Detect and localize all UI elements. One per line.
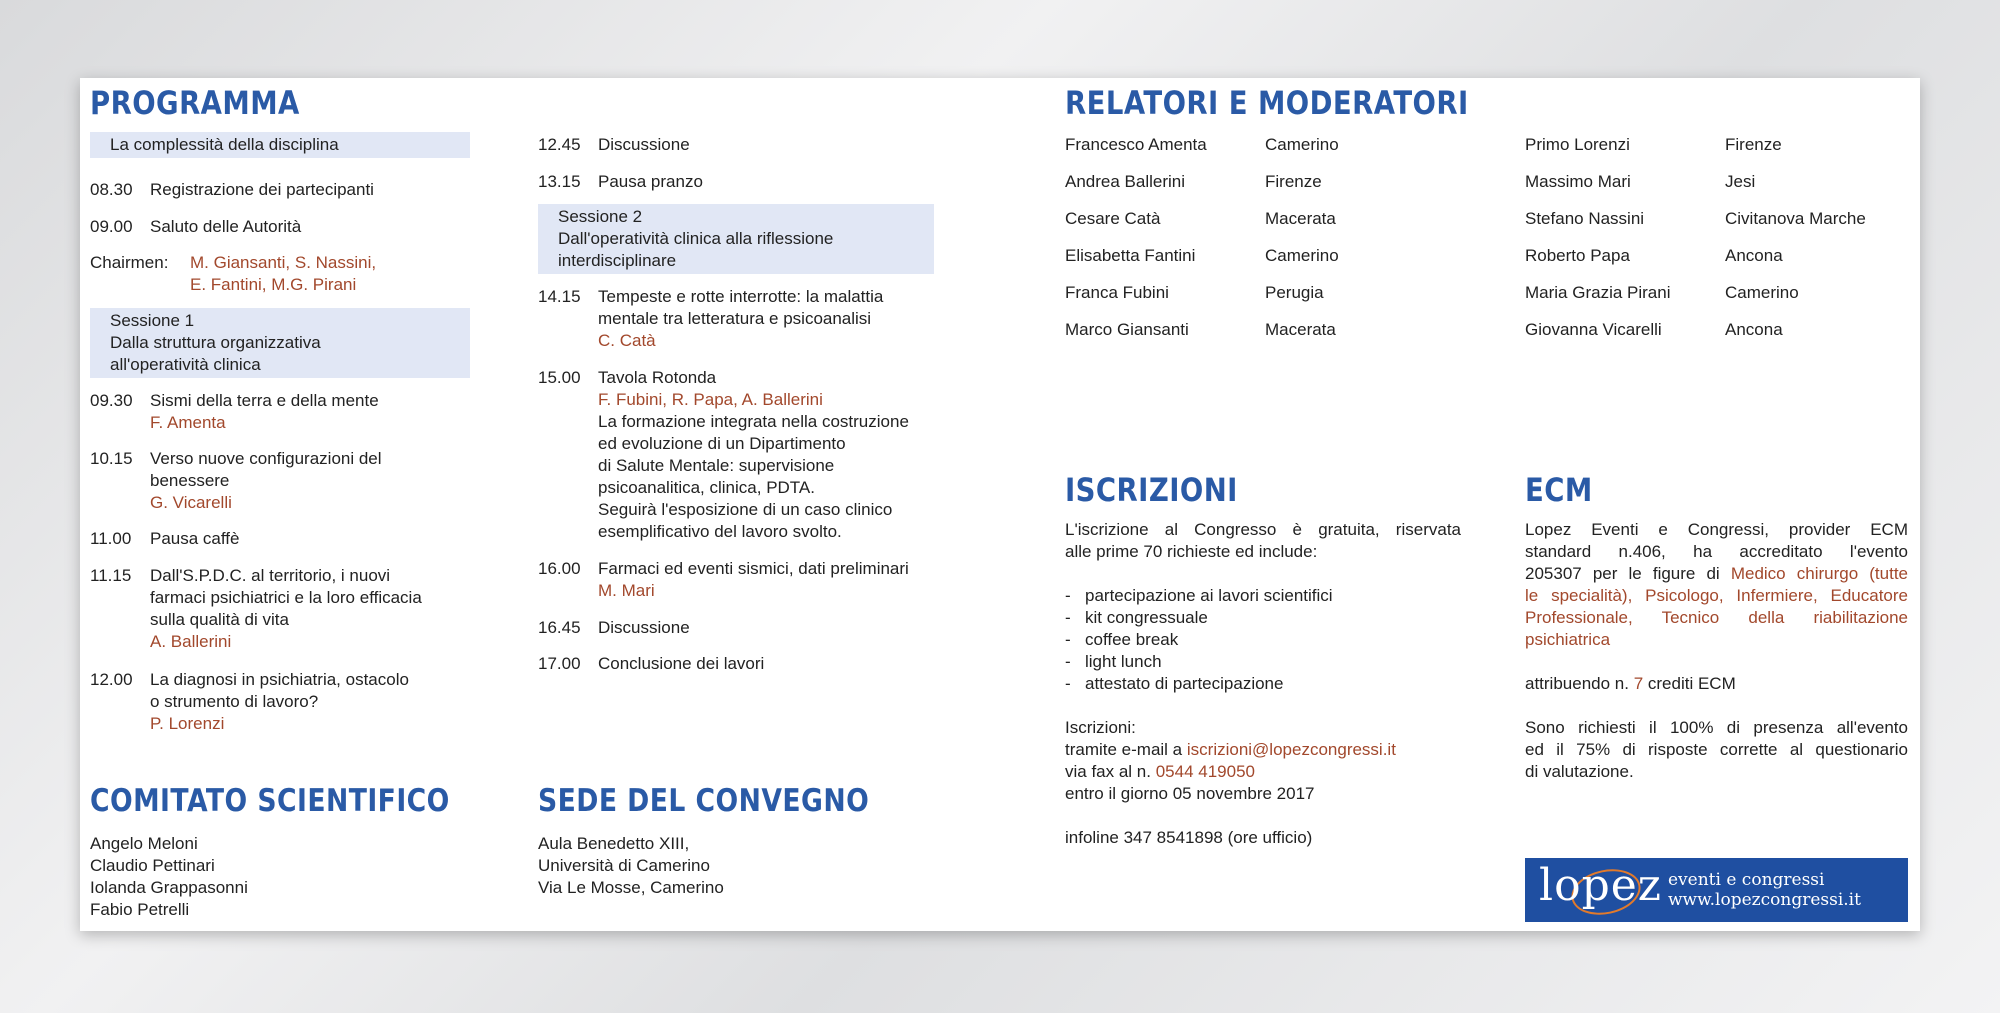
session-1-line-1: Dalla struttura organizzativa <box>110 333 321 352</box>
program-text: Verso nuove configurazioni del <box>150 449 382 468</box>
program-item-1015 <box>90 448 470 514</box>
chairmen-block <box>90 252 470 294</box>
program-item-1315 <box>538 171 938 193</box>
program-speaker: G. Vicarelli <box>150 493 232 512</box>
comitato-member: Claudio Pettinari <box>90 856 215 875</box>
ecm-presence <box>1525 717 1908 783</box>
ecm-presence-line: ed il 75% di risposte corrette al questionario <box>1525 740 1908 759</box>
program-text: Sismi della terra e della mente <box>150 391 379 410</box>
program-time: 09.30 <box>90 391 133 410</box>
relatore-city: Firenze <box>1265 172 1322 191</box>
iscrizioni-list-item: - coffee break <box>1065 629 1461 651</box>
program-time: 16.00 <box>538 559 581 578</box>
program-text: Farmaci ed eventi sismici, dati preliminari <box>598 559 909 578</box>
ecm-professions-line: Professionale, Tecnico della riabilitazione <box>1525 608 1908 627</box>
program-text: ed evoluzione di un Dipartimento <box>598 434 846 453</box>
session-0-band <box>90 132 470 158</box>
program-text: Pausa pranzo <box>598 172 703 191</box>
session-0-title: La complessità della disciplina <box>110 135 339 154</box>
comitato-member: Iolanda Grappasonni <box>90 878 248 897</box>
relatore-city: Camerino <box>1265 135 1339 154</box>
program-speaker: F. Fubini, R. Papa, A. Ballerini <box>598 390 823 409</box>
program-item-1500 <box>538 367 938 543</box>
program-text: Conclusione dei lavori <box>598 654 765 673</box>
program-text: o strumento di lavoro? <box>150 692 319 711</box>
ecm-credits-suffix: crediti ECM <box>1643 674 1736 693</box>
ecm-professions-line: le specialità), Psicologo, Infermiere, Educatore <box>1525 586 1908 605</box>
ecm-line-3-prefix: 205307 per le figure di <box>1525 564 1731 583</box>
program-time: 12.45 <box>538 135 581 154</box>
relatore-city: Camerino <box>1725 283 1799 302</box>
iscrizioni-email-prefix: tramite e-mail a <box>1065 740 1187 759</box>
program-time: 17.00 <box>538 654 581 673</box>
ecm-credits-prefix: attribuendo n. <box>1525 674 1634 693</box>
relatore-name: Elisabetta Fantini <box>1065 246 1196 265</box>
program-item-0930 <box>90 390 470 434</box>
ecm-line: Lopez Eventi e Congressi, provider ECM <box>1525 520 1908 539</box>
relatore-city: Macerata <box>1265 209 1336 228</box>
relatore-city: Ancona <box>1725 246 1783 265</box>
program-time: 09.00 <box>90 217 133 236</box>
sede-address <box>538 833 724 899</box>
program-speaker: M. Mari <box>598 581 655 600</box>
relatore-name: Francesco Amenta <box>1065 135 1207 154</box>
ecm-line-3-red: Medico chirurgo (tutte <box>1730 564 1909 583</box>
ecm-credits-number: 7 <box>1633 674 1644 693</box>
program-text: farmaci psichiatrici e la loro efficacia <box>150 588 422 607</box>
ecm-title: ECM <box>1525 471 1593 509</box>
program-item-1100 <box>90 528 470 550</box>
program-text: Registrazione dei partecipanti <box>150 180 374 199</box>
program-text: Discussione <box>598 135 690 154</box>
program-speaker: A. Ballerini <box>150 632 232 651</box>
iscrizioni-list-item: - attestato di partecipazione <box>1065 673 1461 695</box>
program-item-1200 <box>90 669 470 735</box>
program-text: esemplificativo del lavoro svolto. <box>598 522 842 541</box>
program-text: Tempeste e rotte interrotte: la malattia <box>598 287 884 306</box>
program-item-1115 <box>90 565 470 653</box>
relatore-city: Civitanova Marche <box>1725 209 1866 228</box>
iscrizioni-title: ISCRIZIONI <box>1065 471 1238 509</box>
logo-word: lopez <box>1539 860 1662 911</box>
ecm-line: standard n.406, ha accreditato l'evento <box>1525 542 1908 561</box>
chairmen-label: Chairmen: <box>90 253 169 272</box>
program-text: Tavola Rotonda <box>598 368 717 387</box>
iscrizioni-intro-line-2: alle prime 70 richieste ed include: <box>1065 542 1318 561</box>
program-time: 13.15 <box>538 172 581 191</box>
iscrizioni-list-item: - light lunch <box>1065 651 1461 673</box>
iscrizioni-email-line <box>1065 739 1461 761</box>
chairmen-line-1: M. Giansanti, S. Nassini, <box>190 253 377 272</box>
lopez-logo[interactable] <box>1525 858 1908 922</box>
iscrizioni-fax-number: 0544 419050 <box>1155 762 1255 781</box>
program-item-0900 <box>90 216 470 238</box>
program-text: La formazione integrata nella costruzione <box>598 412 909 431</box>
relatore-city: Ancona <box>1725 320 1783 339</box>
relatore-city: Macerata <box>1265 320 1336 339</box>
session-2-label: Sessione 2 <box>558 207 643 226</box>
session-1-band <box>90 308 470 378</box>
relatore-city: Jesi <box>1725 172 1756 191</box>
relatore-name: Roberto Papa <box>1525 246 1630 265</box>
program-text: sulla qualità di vita <box>150 610 289 629</box>
iscrizioni-list <box>1065 585 1461 695</box>
program-speaker: F. Amenta <box>150 413 226 432</box>
relatore-name: Franca Fubini <box>1065 283 1169 302</box>
program-text: Dall'S.P.D.C. al territorio, i nuovi <box>150 566 391 585</box>
program-item-1600 <box>538 558 938 602</box>
session-2-line-1: Dall'operatività clinica alla riflessione <box>558 229 834 248</box>
program-text: benessere <box>150 471 230 490</box>
sede-line: Università di Camerino <box>538 856 710 875</box>
session-2-line-2: interdisciplinare <box>558 251 677 270</box>
sede-title: SEDE DEL CONVEGNO <box>538 783 870 819</box>
program-text: Pausa caffè <box>150 529 240 548</box>
program-time: 11.15 <box>90 566 132 585</box>
relatore-name: Andrea Ballerini <box>1065 172 1186 191</box>
comitato-title: COMITATO SCIENTIFICO <box>90 783 450 819</box>
iscrizioni-label: Iscrizioni: <box>1065 718 1136 737</box>
iscrizioni-fax-line <box>1065 761 1461 783</box>
program-text: Seguirà l'esposizione di un caso clinico <box>598 500 893 519</box>
program-item-0830 <box>90 179 470 201</box>
iscrizioni-infoline: infoline 347 8541898 (ore ufficio) <box>1065 828 1313 847</box>
session-2-band <box>538 204 934 274</box>
relatore-city: Perugia <box>1265 283 1324 302</box>
program-item-1645 <box>538 617 938 639</box>
program-text: Saluto delle Autorità <box>150 217 302 236</box>
ecm-presence-line: di valutazione. <box>1525 762 1634 781</box>
relatore-name: Maria Grazia Pirani <box>1525 283 1671 302</box>
program-item-1415 <box>538 286 938 352</box>
logo-url[interactable]: www.lopezcongressi.it <box>1668 890 1861 910</box>
session-1-line-2: all'operatività clinica <box>110 355 261 374</box>
iscrizioni-intro-line-1: L'iscrizione al Congresso è gratuita, riservata <box>1065 520 1461 539</box>
iscrizioni-intro <box>1065 519 1461 563</box>
relatore-name: Cesare Catà <box>1065 209 1161 228</box>
comitato-member: Fabio Petrelli <box>90 900 190 919</box>
logo-tagline: eventi e congressi <box>1668 870 1825 890</box>
program-time: 15.00 <box>538 368 581 387</box>
iscrizioni-email-link[interactable]: iscrizioni@lopezcongressi.it <box>1186 740 1396 759</box>
relatore-name: Primo Lorenzi <box>1525 135 1630 154</box>
program-time: 16.45 <box>538 618 581 637</box>
ecm-section <box>1525 471 1908 783</box>
relatore-name: Marco Giansanti <box>1065 320 1189 339</box>
program-time: 14.15 <box>538 287 581 306</box>
iscrizioni-list-item: - partecipazione ai lavori scientifici <box>1065 585 1461 607</box>
iscrizioni-list-item: - kit congressuale <box>1065 607 1461 629</box>
relatore-city: Firenze <box>1725 135 1782 154</box>
ecm-description <box>1525 519 1908 651</box>
program-item-1245 <box>538 134 938 156</box>
program-item-1700 <box>538 653 938 675</box>
program-text: psicoanalitica, clinica, PDTA. <box>598 478 815 497</box>
relatore-name: Giovanna Vicarelli <box>1525 320 1662 339</box>
iscrizioni-deadline: entro il giorno 05 novembre 2017 <box>1065 784 1315 803</box>
iscrizioni-section <box>1065 471 1461 849</box>
comitato-list <box>90 833 248 921</box>
relatore-city: Camerino <box>1265 246 1339 265</box>
program-text: mentale tra letteratura e psicoanalisi <box>598 309 872 328</box>
ecm-credits <box>1525 673 1908 695</box>
brochure-sheet <box>80 78 1920 931</box>
ecm-professions-line: psichiatrica <box>1525 630 1611 649</box>
program-time: 08.30 <box>90 180 133 199</box>
program-time: 12.00 <box>90 670 133 689</box>
program-speaker: P. Lorenzi <box>150 714 225 733</box>
chairmen-line-2: E. Fantini, M.G. Pirani <box>190 275 357 294</box>
program-speaker: C. Catà <box>598 331 656 350</box>
ecm-line-3 <box>1525 563 1908 585</box>
program-text: di Salute Mentale: supervisione <box>598 456 835 475</box>
relatore-name: Stefano Nassini <box>1525 209 1645 228</box>
ecm-presence-line: Sono richiesti il 100% di presenza all'evento <box>1525 718 1908 737</box>
comitato-member: Angelo Meloni <box>90 834 198 853</box>
relatore-name: Massimo Mari <box>1525 172 1631 191</box>
programma-title: PROGRAMMA <box>90 84 300 122</box>
program-text: La diagnosi in psichiatria, ostacolo <box>150 670 409 689</box>
program-time: 11.00 <box>90 529 132 548</box>
program-text: Discussione <box>598 618 690 637</box>
iscrizioni-fax-prefix: via fax al n. <box>1065 762 1156 781</box>
sede-line: Via Le Mosse, Camerino <box>538 878 724 897</box>
sede-line: Aula Benedetto XIII, <box>538 834 690 853</box>
relatori-title: RELATORI E MODERATORI <box>1065 84 1469 122</box>
iscrizioni-contact <box>1065 717 1461 849</box>
session-1-label: Sessione 1 <box>110 311 195 330</box>
program-time: 10.15 <box>90 449 133 468</box>
